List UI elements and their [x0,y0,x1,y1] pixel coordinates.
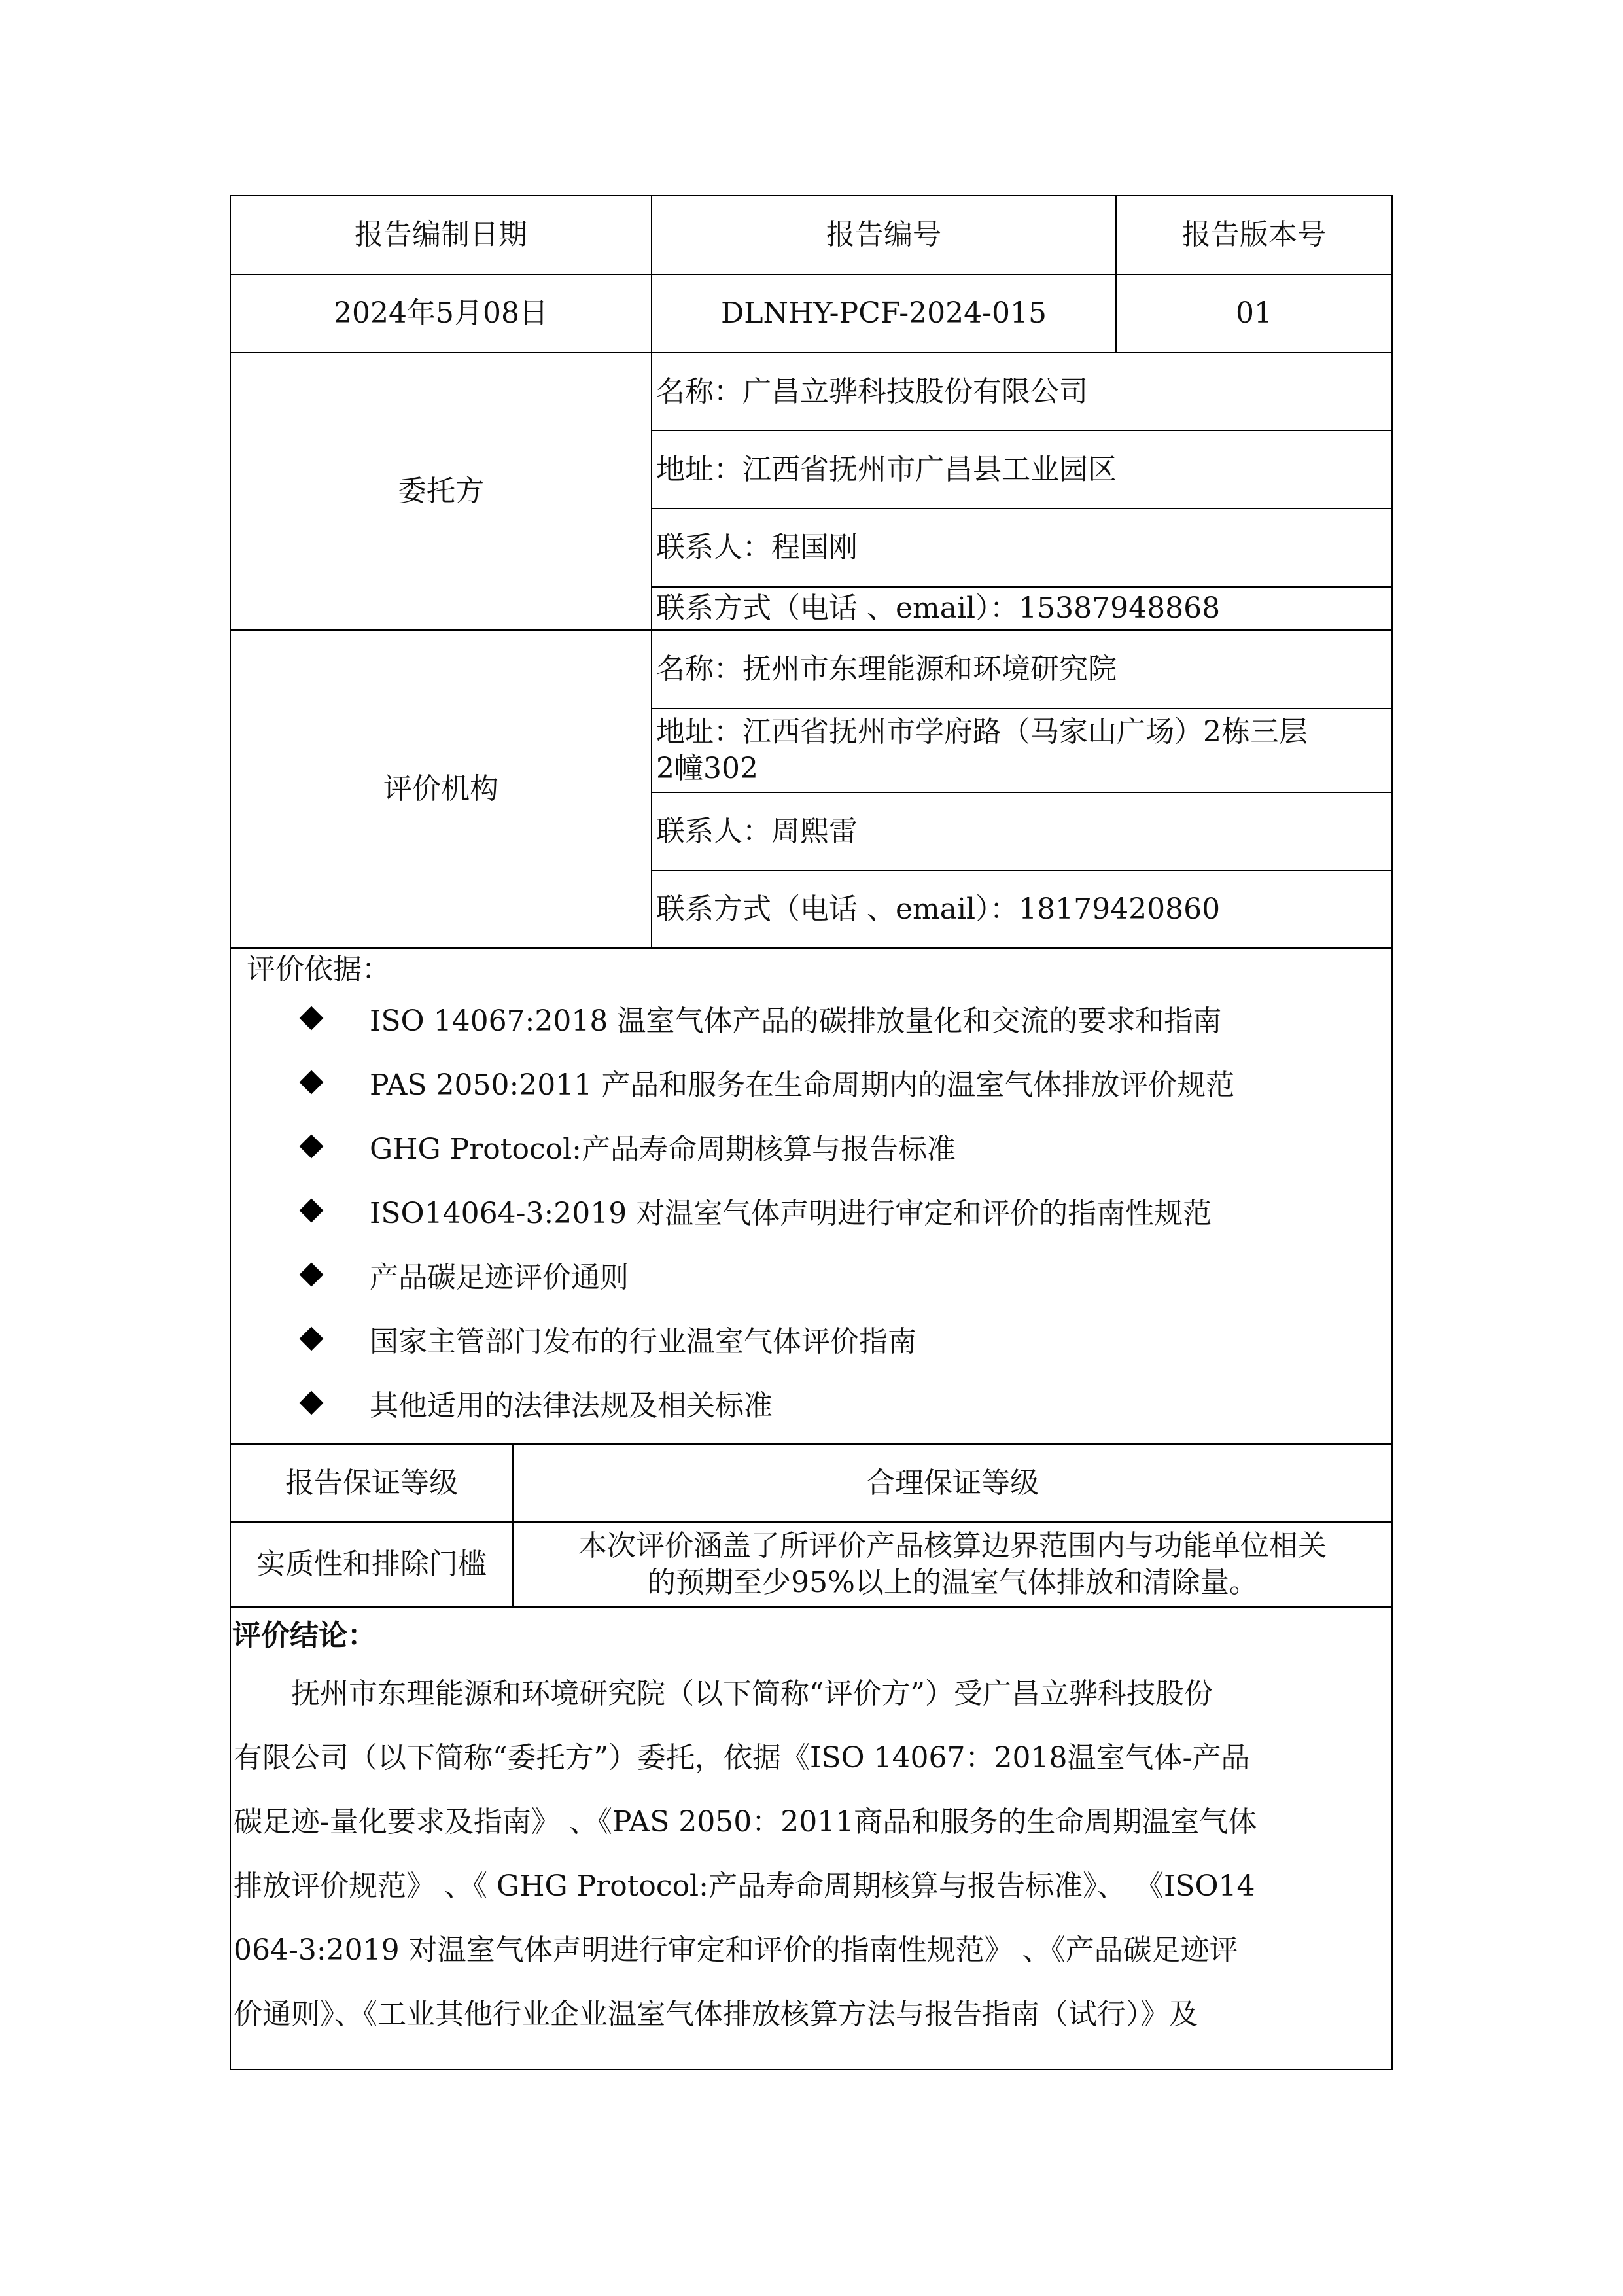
diamond-bullet-icon [300,1391,324,1415]
report-number: DLNHY-PCF-2024-015 [721,296,1047,330]
materiality-label: 实质性和排除门槛 [256,1547,487,1581]
report-info-table [230,195,1393,2070]
basis-item-text: 其他适用的法律法规及相关标准 [370,1389,773,1422]
evaluator-address-line1: 地址：江西省抚州市学府路（马家山广场）2栋三层 [656,715,1308,749]
basis-item [231,1383,1391,1422]
basis-item [231,1255,1391,1294]
basis-item [231,998,1391,1038]
conclusion-title: 评价结论： [232,1619,376,1652]
basis-item-text: ISO 14067:2018 温室气体产品的碳排放量化和交流的要求和指南 [370,1004,1222,1038]
basis-item-text: 产品碳足迹评价通则 [370,1261,629,1294]
evaluator-address-line2: 2幢302 [656,752,758,785]
client-name: 名称：广昌立骅科技股份有限公司 [656,374,1088,408]
conclusion-paragraph [234,1662,1391,2047]
materiality-value-line1: 本次评价涵盖了所评价产品核算边界范围内与功能单位相关 [578,1529,1327,1563]
client-contact-person: 联系人：程国刚 [656,531,858,564]
conclusion-line: 抚州市东理能源和环境研究院（以下简称“评价方”）受广昌立骅科技股份 [234,1677,1213,1710]
conclusion-line: 有限公司（以下简称“委托方”）委托，依据《ISO 14067：2018温室气体-产品 [234,1741,1250,1775]
header-version-label: 报告版本号 [1182,218,1326,251]
basis-title: 评价依据： [247,953,391,986]
diamond-bullet-icon [300,1070,324,1095]
diamond-bullet-icon [300,1263,324,1287]
report-version: 01 [1236,296,1272,330]
basis-item [231,1127,1391,1166]
evaluator-address [652,709,1391,792]
client-address: 地址：江西省抚州市广昌县工业园区 [656,452,1117,486]
basis-item-text: ISO14064-3:2019 对温室气体声明进行审定和评价的指南性规范 [370,1197,1212,1230]
header-number-label: 报告编号 [826,218,941,251]
assurance-label: 报告保证等级 [285,1466,458,1500]
report-date: 2024年5月08日 [334,296,548,330]
conclusion-line: 价通则》、《工业其他行业企业温室气体排放核算方法与报告指南（试行）》及 [234,1998,1198,2031]
conclusion-line: 064-3:2019 对温室气体声明进行审定和评价的指南性规范》 、《产品碳足迹评 [234,1934,1238,1967]
conclusion-line: 碳足迹-量化要求及指南》 、《PAS 2050：2011商品和服务的生命周期温室气体 [234,1805,1257,1839]
conclusion-line: 排放评价规范》 、《 GHG Protocol:产品寿命周期核算与报告标准》、 《ISO14 [234,1869,1255,1903]
evaluator-label: 评价机构 [383,772,498,805]
evaluator-contact-info: 联系方式（电话 、email）：18179420860 [656,892,1221,926]
diamond-bullet-icon [300,1006,324,1031]
diamond-bullet-icon [300,1327,324,1351]
basis-item [231,1063,1391,1102]
materiality-value [514,1523,1391,1606]
evaluator-contact-person: 联系人：周熙雷 [656,814,858,848]
client-label: 委托方 [398,474,484,508]
header-date-label: 报告编制日期 [355,218,527,251]
assurance-value: 合理保证等级 [866,1466,1039,1500]
row-divider [231,947,1391,949]
basis-item-text: 国家主管部门发布的行业温室气体评价指南 [370,1325,916,1358]
client-contact-info: 联系方式（电话 、email）：15387948868 [656,592,1221,625]
basis-item [231,1319,1391,1358]
row-divider [231,1606,1391,1608]
diamond-bullet-icon [300,1199,324,1223]
basis-item [231,1191,1391,1230]
materiality-value-line2: 的预期至少95%以上的温室气体排放和清除量。 [647,1566,1258,1599]
basis-item-text: PAS 2050:2011 产品和服务在生命周期内的温室气体排放评价规范 [370,1069,1235,1102]
basis-item-text: GHG Protocol:产品寿命周期核算与报告标准 [370,1133,956,1166]
evaluator-name: 名称：抚州市东理能源和环境研究院 [656,652,1117,686]
diamond-bullet-icon [300,1135,324,1159]
